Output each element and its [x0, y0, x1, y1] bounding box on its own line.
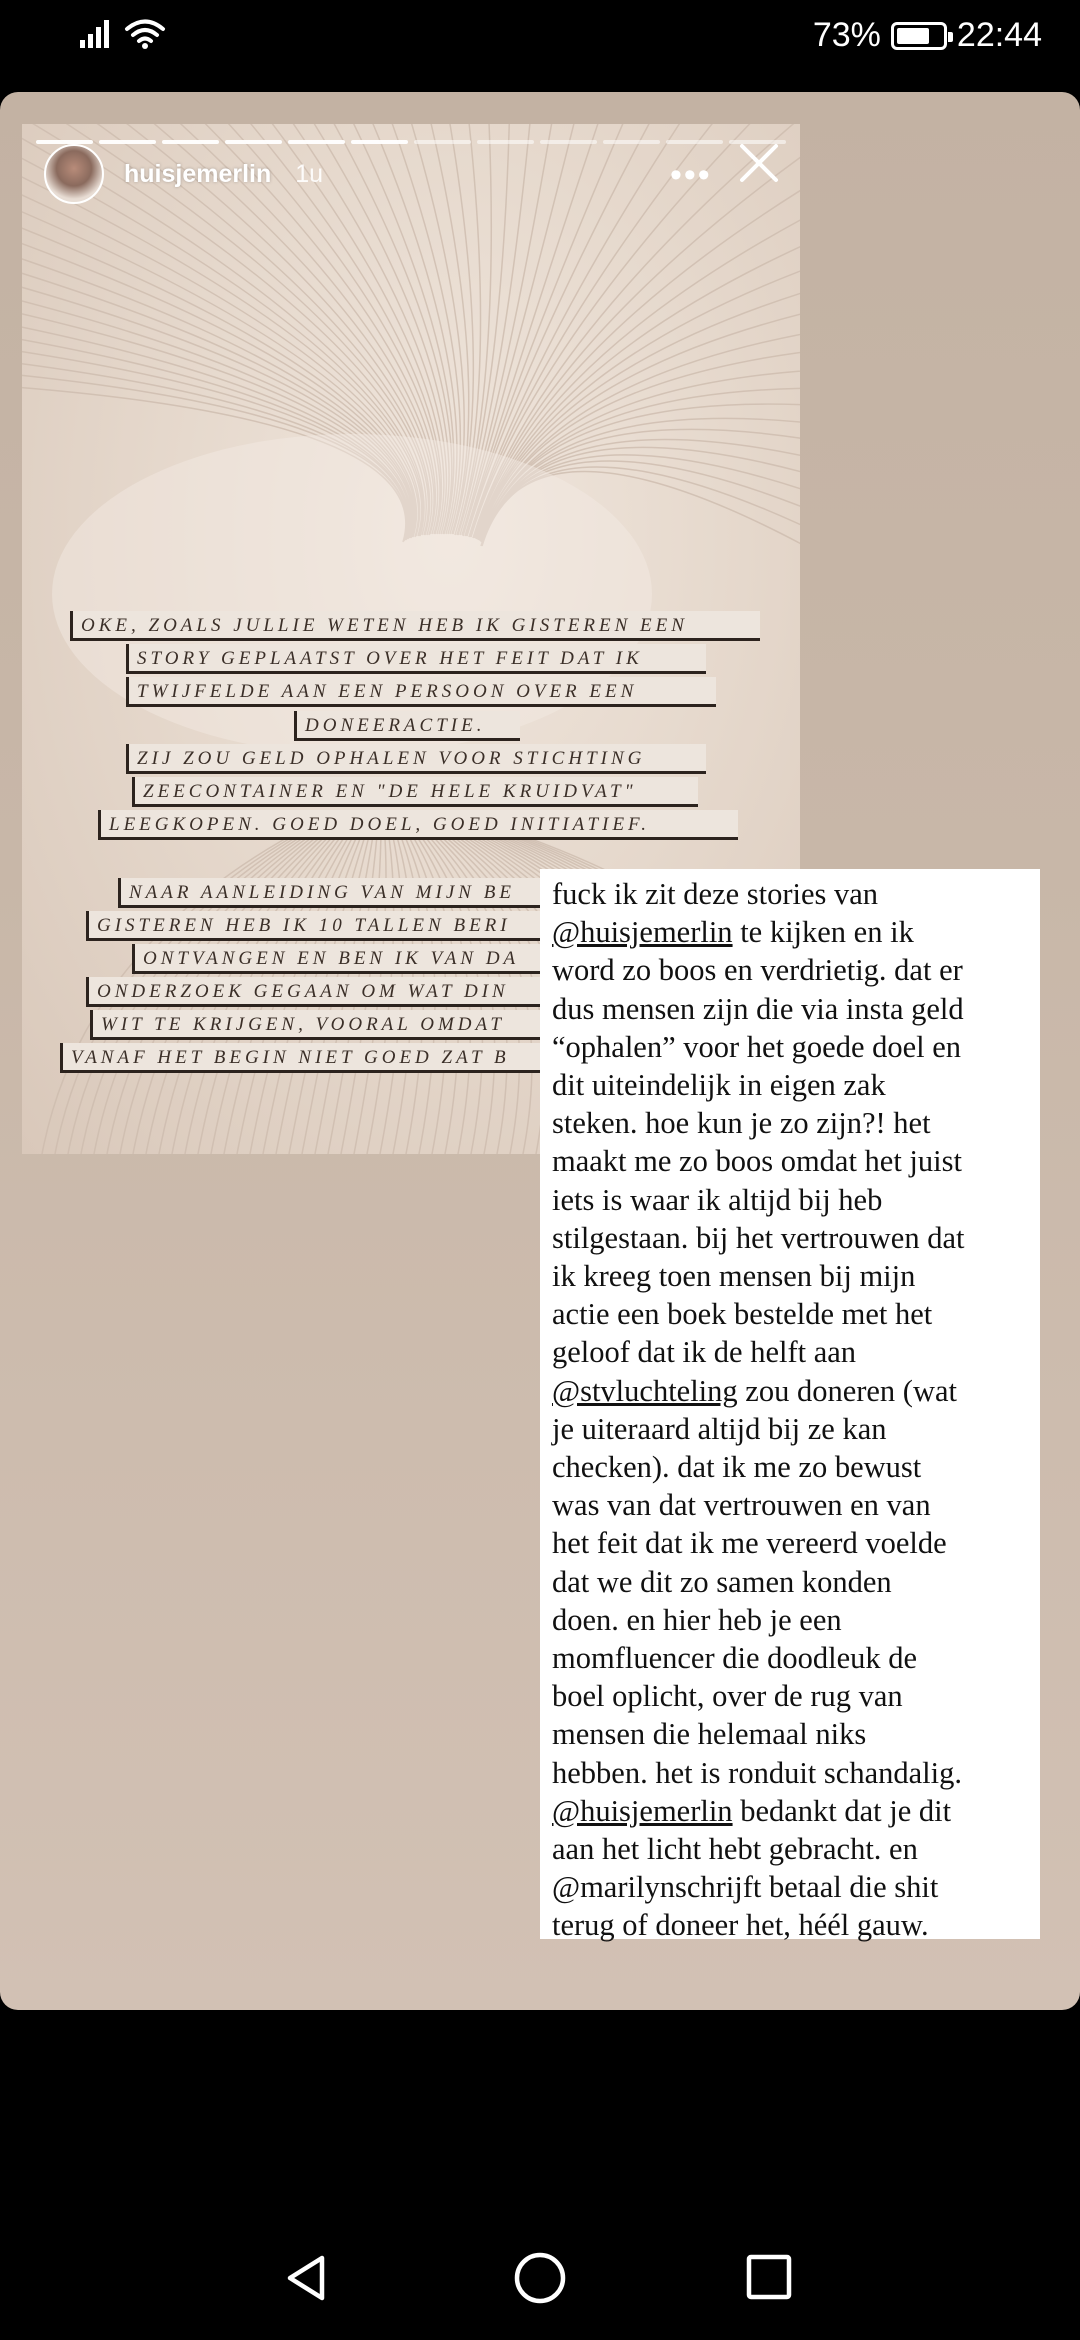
- reposted-text-line: VANAF HET BEGIN NIET GOED ZAT B: [60, 1043, 586, 1073]
- progress-segment: [414, 140, 471, 144]
- recents-icon[interactable]: [744, 2252, 794, 2302]
- comment-line: iets is waar ik altijd bij heb: [552, 1182, 883, 1217]
- progress-segment: [351, 140, 408, 144]
- comment-line: @marilynschrijft betaal die shit: [552, 1870, 939, 1905]
- status-right: [813, 16, 1042, 55]
- home-icon[interactable]: [512, 2250, 568, 2306]
- reposted-text-line: DONEERACTIE.: [294, 711, 520, 741]
- story-viewer[interactable]: [0, 92, 1080, 2010]
- clock: 22:44: [956, 16, 1042, 54]
- battery-fill: [897, 28, 929, 44]
- comment-line: hebben. het is ronduit schandalig.: [552, 1755, 962, 1790]
- reposted-text-line: OKE, ZOALS JULLIE WETEN HEB IK GISTEREN EEN: [70, 611, 760, 641]
- comment-line: dus mensen zijn die via insta geld: [552, 991, 964, 1026]
- more-options-icon[interactable]: •••: [670, 156, 712, 194]
- mention-huisjemerlin[interactable]: @huisjemerlin: [552, 1793, 733, 1828]
- comment-text: bedankt dat je dit: [732, 1793, 952, 1828]
- story-header[interactable]: [44, 144, 323, 204]
- comment-text: te kijken en ik: [732, 915, 914, 950]
- comment-line: momfluencer die doodleuk de: [552, 1641, 918, 1676]
- status-bar: [0, 0, 1080, 80]
- reposted-text-line: ONDERZOEK GEGAAN OM WAT DIN: [86, 977, 586, 1007]
- comment-line: boel oplicht, over de rug van: [552, 1679, 903, 1714]
- reposted-text-line: STORY GEPLAATST OVER HET FEIT DAT IK: [126, 644, 706, 674]
- progress-segment: [540, 140, 597, 144]
- comment-line: geloof dat ik de helft aan: [552, 1335, 857, 1370]
- reposted-text-line: ZIJ ZOU GELD OPHALEN VOOR STICHTING: [126, 744, 706, 774]
- status-left: [78, 18, 166, 50]
- wifi-icon: [124, 18, 166, 50]
- comment-line: [552, 1372, 1032, 1410]
- reposted-text-line: NAAR AANLEIDING VAN MIJN BE: [118, 878, 588, 908]
- reposted-text-line: LEEGKOPEN. GOED DOEL, GOED INITIATIEF.: [98, 810, 738, 840]
- progress-segment: [477, 140, 534, 144]
- story-username[interactable]: huisjemerlin: [124, 159, 272, 188]
- reposted-text-line: GISTEREN HEB IK 10 TALLEN BERI: [86, 911, 586, 941]
- comment-line: terug of doneer het, héél gauw.: [552, 1908, 929, 1943]
- comment-line: dit uiteindelijk in eigen zak: [552, 1068, 886, 1103]
- comment-line: ik kreeg toen mensen bij mijn: [552, 1259, 916, 1294]
- signal-icon: [78, 18, 114, 50]
- mention-huisjemerlin[interactable]: @huisjemerlin: [552, 915, 733, 950]
- reposted-text-line: WIT TE KRIJGEN, VOORAL OMDAT: [90, 1010, 586, 1040]
- reposted-text-line: TWIJFELDE AAN EEN PERSOON OVER EEN: [126, 677, 716, 707]
- comment-line: was van dat vertrouwen en van: [552, 1488, 931, 1523]
- mention-stvluchteling[interactable]: @stvluchteling: [552, 1373, 738, 1408]
- progress-segment: [666, 140, 723, 144]
- comment-line: maakt me zo boos omdat het juist: [552, 1144, 962, 1179]
- reposted-text-line: ZEECONTAINER EN "DE HELE KRUIDVAT": [132, 777, 698, 807]
- progress-segment: [603, 140, 660, 144]
- back-icon[interactable]: [282, 2252, 330, 2304]
- close-icon[interactable]: [734, 138, 784, 188]
- comment-line: aan het licht hebt gebracht. en: [552, 1832, 918, 1867]
- comment-line: het feit dat ik me vereerd voelde: [552, 1526, 947, 1561]
- comment-line: je uiteraard altijd bij ze kan: [552, 1411, 887, 1446]
- story-time: 1u: [295, 159, 324, 188]
- comment-text: zou doneren (wat: [737, 1373, 957, 1408]
- comment-line: checken). dat ik me zo bewust: [552, 1450, 922, 1485]
- comment-line: stilgestaan. bij het vertrouwen dat: [552, 1220, 965, 1255]
- comment-line: doen. en hier heb je een: [552, 1602, 842, 1637]
- battery-icon: [891, 22, 947, 50]
- battery-percent: 73%: [812, 16, 881, 54]
- comment-line: word zo boos en verdrietig. dat er: [552, 953, 963, 988]
- comment-line: [552, 913, 1032, 951]
- reposted-text-line: ONTVANGEN EN BEN IK VAN DA: [132, 944, 586, 974]
- comment-line: [552, 1792, 1032, 1830]
- comment-line: fuck ik zit deze stories van: [552, 877, 879, 911]
- navigation-bar: [0, 2180, 1080, 2340]
- comment-line: “ophalen” voor het goede doel en: [552, 1029, 962, 1064]
- comment-line: steken. hoe kun je zo zijn?! het: [552, 1106, 931, 1141]
- comment-text-box: [540, 869, 1040, 1943]
- comment-line: mensen die helemaal niks: [552, 1717, 867, 1752]
- comment-line: dat we dit zo samen konden: [552, 1564, 892, 1599]
- comment-line: actie een boek bestelde met het: [552, 1297, 933, 1332]
- avatar[interactable]: [44, 144, 104, 204]
